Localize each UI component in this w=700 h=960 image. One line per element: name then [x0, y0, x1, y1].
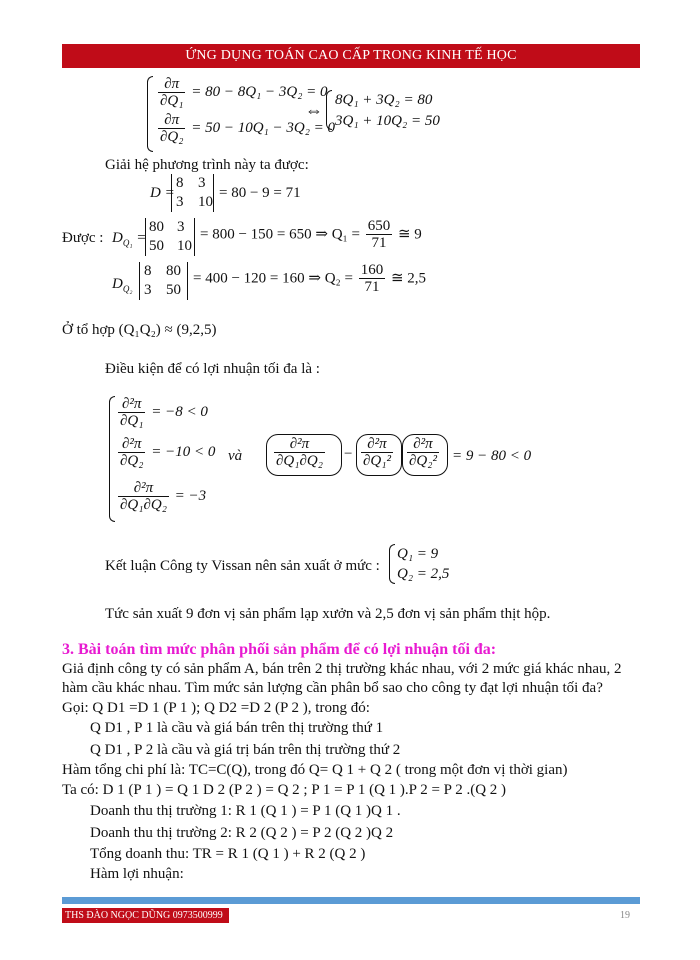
det-bar [187, 262, 188, 300]
para-line: Ta có: D 1 (P 1 ) = Q 1 D 2 (P 2 ) = Q 2 ; P 1 = P 1 (Q 1 ).P 2 = P 2 .(Q 2 ) [62, 782, 507, 798]
eq1-row1: $\frac{\partial\pi}{\text{∂Q₁}}$ = 80 − 8Q₁ − 3Q₂ = 0 [160, 76, 328, 109]
para-line: Doanh thu thị trường 1: R 1 (Q 1 ) = P 1 (Q 1 )Q 1 . [90, 803, 401, 819]
duoc-label: Được : [62, 230, 104, 246]
brace [147, 76, 153, 152]
det-dq2-matrix: 8 80 3 50 [144, 263, 181, 298]
brace [109, 396, 115, 522]
det-dq1-label: $D_{Q_1}$ = [112, 230, 147, 248]
det-d-matrix: 8 3 3 10 [176, 175, 213, 210]
para-line: Doanh thu thị trường 2: R 2 (Q 2 ) = P 2 (Q 2 )Q 2 [90, 825, 394, 841]
det-dq2-label: $D_{Q_2}$ [112, 276, 133, 294]
eq1-system-row2: 3Q₁ + 10Q₂ = 50 [335, 113, 440, 129]
para-line: Tổng doanh thu: TR = R 1 (Q 1 ) + R 2 (Q 2 ) [90, 846, 366, 862]
page-number: 19 [620, 910, 630, 921]
condition-text: Điều kiện để có lợi nhuận tối đa là : [105, 361, 320, 377]
hessian-term2: $\frac{\text{∂²π}}{\text{∂Q₁²}}$ [363, 436, 391, 469]
det-dq1-matrix: 80 3 50 10 [149, 219, 192, 254]
det-bar [194, 218, 195, 256]
conclusion-text: Kết luận Công ty Vissan nên sản xuất ở mức : [105, 558, 380, 574]
det-bar [213, 174, 214, 212]
para-line: Gọi: Q D1 =D 1 (P 1 ); Q D2 =D 2 (P 2 ), trong đó: [62, 700, 370, 716]
eq1-row2: $\frac{\partial\pi}{\text{∂Q₂}}$ = 50 − 10Q₁ − 3Q₂ = 0 [160, 112, 336, 145]
solve-text: Giải hệ phương trình này ta được: [105, 157, 309, 173]
para-line: Hàm lợi nhuận: [90, 866, 184, 882]
soc-row1: $\frac{\text{∂²π}}{\text{∂Q₁}}$ = −8 < 0 [120, 396, 208, 429]
brace [389, 544, 395, 584]
result-q1: Q₁ = 9 [397, 546, 439, 562]
det-bar [171, 174, 172, 212]
hessian-term1: $\frac{\text{∂²π}}{\text{∂Q₁∂Q₂}}$ [276, 436, 323, 469]
and-word: và [228, 448, 243, 464]
brace [326, 90, 332, 130]
det-dq2-rhs: = 400 − 120 = 160 ⇒ Q₂ = $\frac{160}{71}$ ≅ 2,5 [193, 262, 427, 295]
page-header: ỨNG DỤNG TOÁN CAO CẤP TRONG KINH TẾ HỌC [62, 44, 640, 68]
para-line: Q D1 , P 1 là cầu và giá bán trên thị trường thứ 1 [90, 720, 384, 736]
soc-row2: $\frac{\text{∂²π}}{\text{∂Q₂}}$ = −10 < 0 [120, 436, 216, 469]
hessian-minus: − [344, 446, 353, 462]
section-title: 3. Bài toán tìm mức phân phối sản phẩm để có lợi nhuận tối đa: [62, 641, 497, 658]
result-q2: Q₂ = 2,5 [397, 566, 450, 582]
soc-row3: $\frac{\text{∂²π}}{\text{∂Q₁∂Q₂}}$ = −3 [120, 480, 207, 513]
production-text: Tức sản xuất 9 đơn vị sản phẩm lạp xưởn và 2,5 đơn vị sản phẩm thịt hộp. [105, 606, 551, 622]
det-dq1-rhs: = 800 − 150 = 650 ⇒ Q₁ = $\frac{650}{71}$ ≅ 9 [200, 218, 422, 251]
det-d-rhs: = 80 − 9 = 71 [219, 185, 301, 201]
det-d-label: D = [150, 185, 175, 201]
equivalence-arrow: ⇔ [305, 100, 323, 120]
para-line: hàm cầu khác nhau. Tìm mức sản lượng cần phân bổ sao cho công ty đạt lợi nhuận tối đa? [62, 680, 603, 696]
det-bar [145, 218, 146, 256]
eq1-system-row1: 8Q₁ + 3Q₂ = 80 [335, 92, 433, 108]
hessian-rhs: = 9 − 80 < 0 [452, 448, 532, 464]
para-line: Giả định công ty có sản phẩm A, bán trên 2 thị trường khác nhau, với 2 mức giá khác nhau, 2 [62, 661, 622, 677]
para-line: Q D1 , P 2 là cầu và giá trị bán trên thị trường thứ 2 [90, 742, 401, 758]
footer-author: THS ĐÀO NGỌC DŨNG 0973500999 [62, 908, 229, 923]
det-bar [139, 262, 140, 300]
para-line: Hàm tổng chi phí là: TC=C(Q), trong đó Q= Q 1 + Q 2 ( trong một đơn vị thời gian) [62, 762, 568, 778]
combo-text: Ở tổ hợp (Q₁Q₂) ≈ (9,2,5) [62, 322, 217, 338]
footer-divider [62, 897, 640, 904]
hessian-term3: $\frac{\text{∂²π}}{\text{∂Q₂²}}$ [409, 436, 437, 469]
